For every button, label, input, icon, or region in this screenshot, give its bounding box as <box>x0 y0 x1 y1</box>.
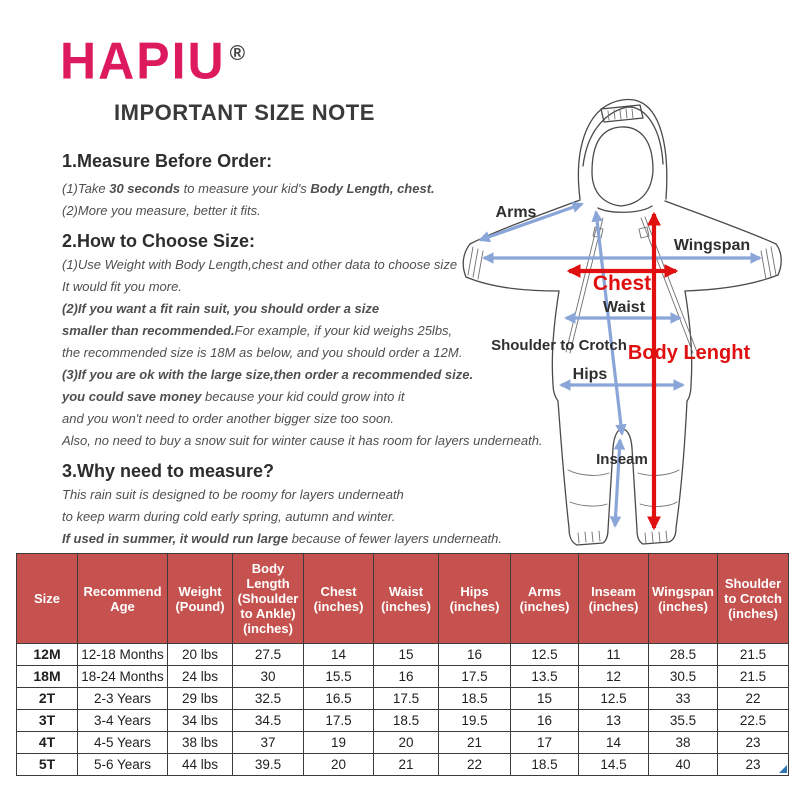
figure-label-waist: Waist <box>602 299 646 316</box>
page-title: IMPORTANT SIZE NOTE <box>114 100 375 125</box>
value-cell: 37 <box>233 732 304 754</box>
value-cell: 13.5 <box>511 666 579 688</box>
column-header: Wingspan (inches) <box>649 554 718 644</box>
value-cell: 19 <box>304 732 374 754</box>
leg-seams <box>568 470 679 506</box>
value-cell: 11 <box>579 644 649 666</box>
value-cell: 16.5 <box>304 688 374 710</box>
crown-hatching <box>608 109 633 120</box>
note-segment: to measure your kid's <box>180 181 311 196</box>
column-header: Recommend Age <box>78 554 168 644</box>
face-opening <box>592 127 653 206</box>
value-cell: 34 lbs <box>168 710 233 732</box>
size-chart-table <box>16 553 789 776</box>
note-segment: because of fewer layers underneath. <box>288 531 503 546</box>
registered-mark-icon: ® <box>229 42 246 65</box>
left-body-leg <box>552 291 613 545</box>
note-segment: (1)Use Weight with Body Length,chest and other data to choose size <box>62 257 458 272</box>
column-header: Chest (inches) <box>304 554 374 644</box>
value-cell: 30.5 <box>649 666 718 688</box>
value-cell: 27.5 <box>233 644 304 666</box>
note-segment-bold: (2)If you want a fit rain suit, you should order a size <box>62 301 380 316</box>
right-sleeve-bottom <box>685 275 778 291</box>
column-header: Waist (inches) <box>374 554 439 644</box>
column-header: Inseam (inches) <box>579 554 649 644</box>
note-segment: For example, if your kid weighs 25lbs, <box>234 323 453 338</box>
value-cell: 18.5 <box>439 688 511 710</box>
value-cell: 18.5 <box>511 754 579 776</box>
note-segment: the recommended size is 18M as below, and you should order a 12M. <box>62 345 463 360</box>
note-segment-bold: Body Length, chest. <box>310 181 435 196</box>
note-segment: and you won't need to order another bigger size too soon. <box>62 411 395 426</box>
value-cell: 22 <box>439 754 511 776</box>
figure-label-shoulder-to-crotch: Shoulder to Crotch <box>491 337 627 354</box>
value-cell: 4-5 Years <box>78 732 168 754</box>
note-segment-bold: you could save money <box>62 389 202 404</box>
column-header: Size <box>17 554 78 644</box>
value-cell: 38 <box>649 732 718 754</box>
section-heading: 2.How to Choose Size: <box>62 231 256 251</box>
note-segment: Also, no need to buy a snow suit for winter cause it has room for layers underneath. <box>62 433 543 448</box>
column-header: Arms (inches) <box>511 554 579 644</box>
left-sleeve-bottom <box>466 277 559 291</box>
value-cell: 21 <box>439 732 511 754</box>
column-header: Weight (Pound) <box>168 554 233 644</box>
collar-line <box>598 206 652 212</box>
value-cell: 12-18 Months <box>78 644 168 666</box>
value-cell: 17.5 <box>439 666 511 688</box>
value-cell: 21 <box>374 754 439 776</box>
ankle-ribbing <box>578 531 667 543</box>
value-cell: 17.5 <box>374 688 439 710</box>
value-cell: 14.5 <box>579 754 649 776</box>
value-cell: 20 <box>304 754 374 776</box>
figure-label-body-length: Body Lenght <box>627 342 751 364</box>
note-segment: to keep warm during cold early spring, autumn and winter. <box>62 509 396 524</box>
size-cell: 5T <box>17 754 78 776</box>
right-cuff <box>776 244 781 275</box>
value-cell: 15.5 <box>304 666 374 688</box>
value-cell: 23 <box>718 754 789 776</box>
value-cell: 17 <box>511 732 579 754</box>
value-cell: 14 <box>579 732 649 754</box>
column-header: Hips (inches) <box>439 554 511 644</box>
hood-crown-patch <box>601 105 643 122</box>
cell-corner-marker <box>779 765 787 773</box>
size-chart-body <box>17 644 789 776</box>
value-cell: 28.5 <box>649 644 718 666</box>
size-cell: 4T <box>17 732 78 754</box>
figure-label-inseam: Inseam <box>596 451 648 468</box>
size-cell: 2T <box>17 688 78 710</box>
value-cell: 18-24 Months <box>78 666 168 688</box>
value-cell: 12 <box>579 666 649 688</box>
zipper-pulls <box>593 227 649 238</box>
note-segment: because your kid could grow into it <box>201 389 405 404</box>
value-cell: 21.5 <box>718 666 789 688</box>
value-cell: 32.5 <box>233 688 304 710</box>
value-cell: 16 <box>439 644 511 666</box>
value-cell: 20 lbs <box>168 644 233 666</box>
hood-outline <box>578 99 666 199</box>
note-segment-bold: (3)If you are ok with the large size,then order a recommended size. <box>62 367 474 382</box>
table-row <box>17 666 789 688</box>
suit-measurement-diagram <box>440 85 800 555</box>
value-cell: 16 <box>511 710 579 732</box>
value-cell: 15 <box>374 644 439 666</box>
brand-logo-row <box>60 31 246 91</box>
value-cell: 21.5 <box>718 644 789 666</box>
value-cell: 33 <box>649 688 718 710</box>
size-cell: 3T <box>17 710 78 732</box>
value-cell: 22 <box>718 688 789 710</box>
column-header: Shoulder to Crotch (inches) <box>718 554 789 644</box>
note-segment: It would fit you more. <box>62 279 182 294</box>
note-segment: (2)More you measure, better it fits. <box>62 203 261 218</box>
section-heading: 3.Why need to measure? <box>62 461 275 481</box>
size-cell: 12M <box>17 644 78 666</box>
value-cell: 12.5 <box>511 644 579 666</box>
value-cell: 38 lbs <box>168 732 233 754</box>
figure-label-chest: Chest <box>592 272 652 295</box>
table-row <box>17 754 789 776</box>
value-cell: 20 <box>374 732 439 754</box>
value-cell: 40 <box>649 754 718 776</box>
note-segment-bold: If used in summer, it would run large <box>62 531 289 546</box>
size-cell: 18M <box>17 666 78 688</box>
value-cell: 3-4 Years <box>78 710 168 732</box>
value-cell: 19.5 <box>439 710 511 732</box>
suit-drawing <box>463 99 781 545</box>
table-row <box>17 732 789 754</box>
table-row <box>17 644 789 666</box>
table-row <box>17 688 789 710</box>
value-cell: 23 <box>718 732 789 754</box>
value-cell: 14 <box>304 644 374 666</box>
value-cell: 15 <box>511 688 579 710</box>
note-segment-bold: smaller than recommended. <box>62 323 235 338</box>
table-row <box>17 710 789 732</box>
column-header: Body Length (Shoulder to Ankle) (inches) <box>233 554 304 644</box>
section-heading: 1.Measure Before Order: <box>62 151 273 171</box>
note-segment: (1)Take <box>62 181 110 196</box>
value-cell: 34.5 <box>233 710 304 732</box>
value-cell: 17.5 <box>304 710 374 732</box>
note-segment: This rain suit is designed to be roomy for layers underneath <box>62 487 404 502</box>
note-segment-bold: 30 seconds <box>109 181 181 196</box>
value-cell: 12.5 <box>579 688 649 710</box>
value-cell: 18.5 <box>374 710 439 732</box>
value-cell: 2-3 Years <box>78 688 168 710</box>
value-cell: 16 <box>374 666 439 688</box>
value-cell: 24 lbs <box>168 666 233 688</box>
figure-label-hips: Hips <box>572 366 608 383</box>
shoulder-to-crotch-arrow <box>596 212 622 434</box>
value-cell: 5-6 Years <box>78 754 168 776</box>
value-cell: 39.5 <box>233 754 304 776</box>
figure-label-arms: Arms <box>495 204 537 221</box>
value-cell: 29 lbs <box>168 688 233 710</box>
value-cell: 44 lbs <box>168 754 233 776</box>
value-cell: 13 <box>579 710 649 732</box>
size-chart-header <box>17 554 789 644</box>
brand-logo: HAPIU <box>60 31 226 91</box>
figure-label-wingspan: Wingspan <box>673 237 751 254</box>
value-cell: 30 <box>233 666 304 688</box>
value-cell: 22.5 <box>718 710 789 732</box>
value-cell: 35.5 <box>649 710 718 732</box>
